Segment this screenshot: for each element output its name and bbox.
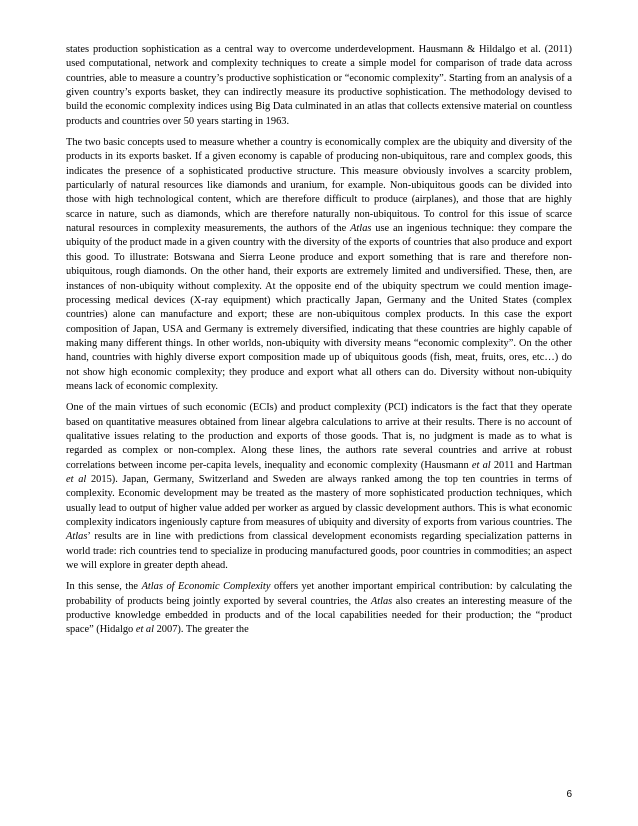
text-run: 2011 and Hartman xyxy=(490,459,572,471)
paragraph xyxy=(66,136,572,394)
italic-text: et al xyxy=(66,473,87,485)
text-run: 2015). Japan, Germany, Switzerland and Sweden are always ranked among the top ten countries in terms of complexity. Economic development may be treated as the mastery of more sophisticated production techniques, which usually lead to output of higher value added per worker as argued by classic development authors. This is what economic complexity indicators ingeniously capture from measures of ubiquity and diversity of exports from various countries. The xyxy=(66,473,572,528)
italic-text: et al xyxy=(471,459,491,471)
body-text xyxy=(66,43,572,645)
italic-text: Atlas xyxy=(66,531,88,543)
text-run: ’ results are in line with predictions from classical development economists regarding specialization patterns in world trade: rich countries tend to specialize in producing manufactured goods, poor countries in commodities; an aspect we will explore in greater depth ahead. xyxy=(66,531,572,572)
italic-text: Atlas xyxy=(370,595,393,607)
paragraph xyxy=(66,401,572,573)
text-run: use an ingenious technique: they compare the ubiquity of the product made in a given country with the diversity of the exports of countries that also produce and export this good. To illustrate: Botswana and Sierra Leone produce and export something that is rare and therefore non-ubiquitous, rough diamonds. On the other hand, their exports are extremely limited and undiversified. These, then, are instances of non-ubiquity without complexity. At the opposite end of the ubiquity spectrum we could mention image-processing medical devices (X-ray equipment) which practically Japan, Germany and the United States (complex countries) alone can manufacture and export; these are non-ubiquitous complex products. In this case the export composition of Japan, USA and Germany is extremely diversified, indicating that these countries are highly capable of making many different things. In other worlds, non-ubiquity with diversity means “economic complexity”. On the other hand, countries with highly diverse export composition made up of ubiquitous goods (fish, meat, fruits, ores, etc…) do not show high economic complexity; they produce and export what all others can do. Diversity without non-ubiquity means lack of economic complexity. xyxy=(66,223,572,392)
italic-text: et al xyxy=(135,624,155,636)
paragraph xyxy=(66,580,572,637)
text-run: states production sophistication as a central way to overcome underdevelopment. Hausmann & Hildalgo et al. (2011) used computational, network and complexity techniques to create a simple model for comparison of trade data across countries, able to measure a country’s productive sophistication or “economic complexity”. Starting from an analysis of a given country’s exports basket, they can indirectly measure its productive sophistication. The methodology devised to build the economic complexity indices using Big Data culminated in an atlas that collects extensive material on countless products and countries over 50 years starting in 1963. xyxy=(66,44,572,127)
text-run: One of the main virtues of such economic (ECIs) and product complexity (PCI) indicators is the fact that they operate based on quantitative measures obtained from linear algebra calculations to arrive at their results. There is no account of qualitative issues relating to the production and exports of those goods. That is, no judgment is made as to what is regarded as complex or non-complex. Along these lines, the authors rate several countries and arrive at robust correlations between income per-capita levels, inequality and economic complexity (Hausmann xyxy=(66,402,572,471)
text-run: also creates an interesting measure of the productive knowledge embedded in products and of the local capabilities needed for their production; the “product space” (Hidalgo xyxy=(66,595,572,636)
text-run: In this sense, the xyxy=(66,581,142,593)
italic-text: Atlas xyxy=(350,223,372,235)
paragraph xyxy=(66,43,572,129)
text-run: offers yet another important empirical contribution: by calculating the probability of products being jointly exported by several countries, the xyxy=(66,581,572,607)
italic-text: Atlas of Economic Complexity xyxy=(141,581,271,593)
page-number: 6 xyxy=(566,789,572,800)
text-run: The two basic concepts used to measure whether a country is economically complex are the ubiquity and diversity of the products in its exports basket. If a given economy is capable of producing non-ubiquitous, rare and complex goods, this indicates the presence of a sophisticated productive structure. This measure obviously involves a scarcity problem, particularly of natural resources like diamonds and uranium, for example. Non-ubiquitous goods can be divided into those with high technological content, which are therefore difficult to produce (airplanes), and those that are highly scarce in nature, such as diamonds, which are therefore naturally non-ubiquitous. To control for this issue of scarce natural resources in complexity measurements, the authors of the xyxy=(66,137,572,235)
text-run: 2007). The greater the xyxy=(154,624,249,636)
